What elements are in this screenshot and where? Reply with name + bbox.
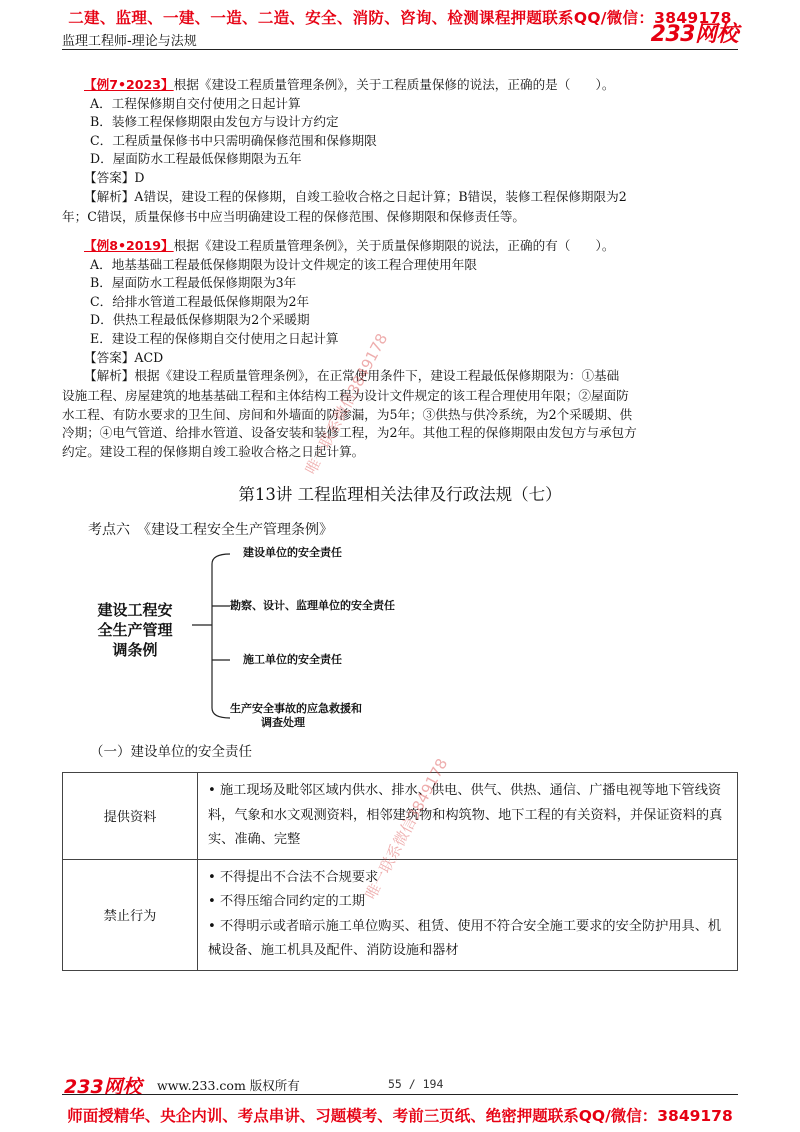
example-8-answer: ACD (134, 349, 164, 365)
analysis-label: 【解析】 (84, 188, 135, 204)
example-8 (84, 237, 738, 386)
example-8-analysis-continued (62, 387, 744, 461)
example-7-analysis-2: 年；C错误，质量保修书中应当明确建设工程的保修范围、保修期限和保修责任等。 (62, 209, 526, 224)
example-8-option-b: B．屋面防水工程最低保修期限为3年 (90, 275, 297, 291)
mindmap (80, 540, 500, 729)
mindmap-branch-2: 勘察、设计、监理单位的安全责任 (230, 599, 395, 612)
example-7-answer-line (84, 169, 738, 188)
header-divider (62, 49, 738, 50)
mindmap-root-line-1: 建设工程安 (97, 601, 173, 619)
topic-title: 考点六 《建设工程安全生产管理条例》 (88, 522, 333, 538)
bottom-promo-banner: 师面授精华、央企内训、考点串讲、习题模考、考前三页纸、绝密押题联系QQ/微信：3849178 (67, 1107, 733, 1125)
table-row-label: 禁止行为 (63, 859, 198, 970)
example-8-option-a: A．地基基础工程最低保修期限为设计文件规定的该工程合理使用年限 (90, 256, 477, 272)
page-number: 55 / 194 (388, 1077, 444, 1091)
example-8-analysis-1: 根据《建设工程质量管理条例》，在正常使用条件下，建设工程最低保修期限为：①基础 (134, 368, 620, 384)
list-item: • 不得明示或者暗示施工单位购买、租赁、使用不符合安全施工要求的安全防护用具、机械设备、施工机具及配件、消防设施和器材 (208, 918, 722, 958)
site-logo: 233网校 (650, 22, 738, 47)
table-row (63, 773, 738, 860)
example-7-analysis-continued (62, 208, 744, 227)
table-row (63, 859, 738, 970)
footer-site: www.233.com 版权所有 (157, 1078, 300, 1093)
example-7-option-c: C．工程质量保修书中只需明确保修范围和保修期限 (90, 132, 377, 148)
section-heading-1: （一）建设单位的安全责任 (90, 744, 252, 760)
footer-logo: 233网校 (64, 1076, 142, 1098)
list-item: • 不得提出不合法不合规要求 (208, 869, 379, 885)
lecture-title: 第13讲 工程监理相关法律及行政法规（七） (238, 485, 562, 504)
mindmap-branch-1: 建设单位的安全责任 (243, 546, 342, 559)
example-8-analysis-4: 冷期；④电气管道、给排水管道、设备安装和装修工程，为2年。其他工程的保修期限由发包方与承包方 (62, 425, 637, 441)
example-7 (84, 76, 738, 206)
example-8-option-e: E．建设工程的保修期自交付使用之日起计算 (90, 330, 339, 346)
example-8-question-line (84, 237, 738, 256)
example-8-analysis-line (84, 367, 738, 386)
list-item-text: 不得明示或者暗示施工单位购买、租赁、使用不符合安全施工要求的安全防护用具、机械设备、施工机具及配件、消防设施和器材 (208, 918, 722, 958)
example-7-option-d: D．屋面防水工程最低保修期限为五年 (90, 151, 302, 167)
list-item-text: 施工现场及毗邻区域内供水、排水、供电、供气、供热、通信、广播电视等地下管线资料，气象和水文观测资料，相邻建筑物和构筑物、地下工程的有关资料，并保证资料的真实、准确、完整 (208, 783, 723, 847)
table-row-label: 提供资料 (63, 773, 198, 860)
example-8-tag: 【例8•2019】 (84, 238, 174, 253)
example-7-analysis-1: A错误，建设工程的保修期，自竣工验收合格之日起计算；B错误，装修工程保修期限为2 (134, 188, 627, 204)
mindmap-root-line-3: 调条例 (112, 641, 158, 659)
table-row-content (198, 859, 738, 970)
example-7-analysis-line (84, 188, 738, 207)
example-8-answer-line (84, 349, 738, 368)
mindmap-bracket (212, 554, 230, 718)
mindmap-root (80, 600, 190, 660)
watermark: 唯一联系微信3849178 (301, 330, 392, 478)
list-item-text: 不得提出不合法不合规要求 (219, 869, 379, 885)
top-promo-banner: 二建、监理、一建、一造、二造、安全、消防、咨询、检测课程押题联系QQ/微信：3849178 (68, 9, 732, 27)
example-8-option-d: D．供热工程最低保修期限为2个采暖期 (90, 312, 310, 328)
answer-label: 【答案】 (84, 169, 135, 185)
example-8-analysis-3: 水工程、有防水要求的卫生间、房间和外墙面的防渗漏，为5年；③供热与供冷系统，为2个采暖期、供 (62, 406, 633, 422)
watermark: 唯一联系微信3849178 (361, 755, 452, 903)
mindmap-root-line-2: 全生产管理 (97, 621, 173, 639)
example-8-analysis-5: 约定。建设工程的保修期自竣工验收合格之日起计算。 (62, 443, 365, 459)
footer-divider (62, 1094, 738, 1095)
example-7-tag: 【例7•2023】 (84, 77, 174, 92)
mindmap-branch-4-continued: 调查处理 (261, 716, 305, 729)
example-7-answer: D (134, 169, 145, 185)
list-item-text: 不得压缩合同约定的工期 (219, 894, 366, 909)
answer-label: 【答案】 (84, 349, 135, 365)
list-item: • 施工现场及毗邻区域内供水、排水、供电、供气、供热、通信、广播电视等地下管线资料，气象和水文观测资料，相邻建筑物和构筑物、地下工程的有关资料，并保证资料的真实、准确、完整 (208, 783, 723, 847)
example-7-option-b: B．装修工程保修期限由发包方与设计方约定 (90, 114, 339, 130)
example-7-option-a: A．工程保修期自交付使用之日起计算 (90, 95, 301, 111)
example-8-analysis-2: 设施工程、房屋建筑的地基基础工程和主体结构工程为设计文件规定的该工程合理使用年限；②屋面防 (62, 388, 629, 403)
example-7-question: 根据《建设工程质量管理条例》，关于工程质量保修的说法，正确的是（ ）。 (173, 77, 615, 92)
table-row-content (198, 773, 738, 860)
example-8-option-c: C．给排水管道工程最低保修期限为2年 (90, 293, 310, 309)
mindmap-branch-3: 施工单位的安全责任 (243, 653, 342, 666)
example-8-question: 根据《建设工程质量管理条例》，关于质量保修期限的说法，正确的有（ ）。 (173, 238, 615, 253)
mindmap-branch-4: 生产安全事故的应急救援和 (230, 702, 362, 715)
list-item: • 不得压缩合同约定的工期 (208, 894, 366, 909)
header-subject: 监理工程师-理论与法规 (62, 34, 197, 49)
analysis-label: 【解析】 (84, 368, 135, 384)
example-7-question-line (84, 76, 738, 95)
safety-duty-table (62, 772, 738, 971)
